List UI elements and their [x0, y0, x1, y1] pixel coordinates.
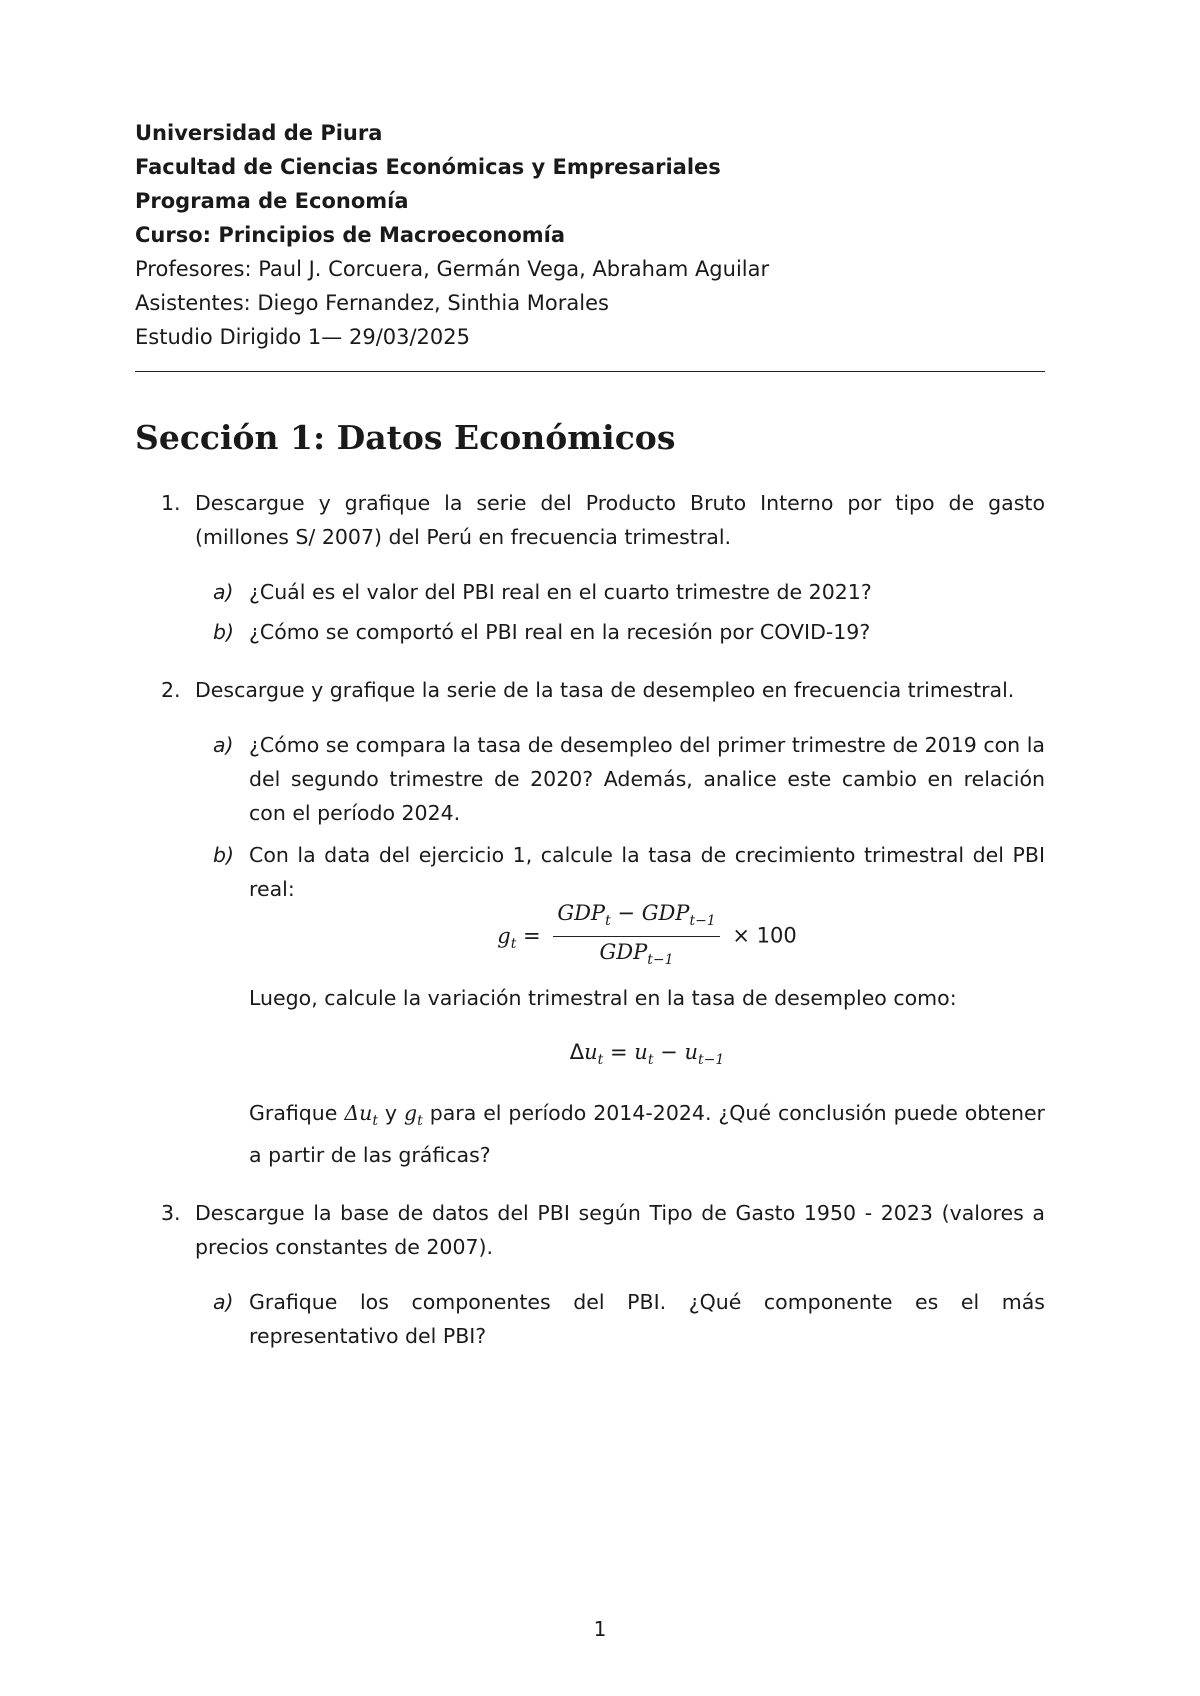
exercise-item-3 [135, 1196, 1045, 1353]
subquestion-text: ¿Cuál es el valor del PBI real en el cuarto trimestre de 2021? [249, 580, 872, 604]
subquestion-label: b) [213, 843, 235, 867]
fraction-numerator: $GDP_t - GDP_{t-1}$ [553, 900, 719, 937]
formula-lhs: $g_t$ [497, 923, 517, 952]
faculty-name: Facultad de Ciencias Económicas y Empresariales [135, 155, 721, 179]
subquestion-1a [195, 575, 1045, 609]
exercise-number: 2. [161, 678, 181, 702]
section-title: Sección 1: Datos Económicos [135, 418, 676, 457]
subquestion-label: a) [213, 1289, 234, 1314]
assignment-line: Estudio Dirigido 1— 29/03/2025 [135, 325, 471, 349]
subquestion-text: Grafique los componentes del PBI. ¿Qué componente es el más representativo del PBI? [249, 1289, 1045, 1348]
exercise-list [135, 486, 1045, 1353]
exercise-number: 1. [161, 491, 181, 515]
growth-rate-formula [249, 900, 1045, 973]
formula-equals: = [523, 923, 541, 948]
subquestion-text: ¿Cómo se compara la tasa de desempleo del primer trimestre de 2019 con la del segundo trimestre de 2020? Además, analice este cambio en relación con el período 2024. [249, 733, 1045, 825]
subquestion-2a [195, 728, 1045, 830]
exercise-text: Descargue y grafique la serie de la tasa de desempleo en frecuencia trimestral. [195, 678, 1015, 702]
fraction-denominator: $GDP_{t-1}$ [599, 940, 674, 969]
exercise-item-1 [135, 486, 1045, 649]
professors-line: Profesores: Paul J. Corcuera, Germán Vega, Abraham Aguilar [135, 257, 770, 281]
page-number: 1 [593, 1617, 607, 1641]
university-name: Universidad de Piura [135, 121, 383, 145]
header-divider [135, 371, 1045, 372]
subquestion-2b [195, 838, 1045, 1172]
document-header [135, 116, 1045, 354]
subquestion-text-final: Grafique $\Delta u_t$ y $g_t$ para el período 2014-2024. ¿Qué conclusión puede obtener a partir de las gráficas? [249, 1100, 1045, 1167]
subquestion-text: Con la data del ejercicio 1, calcule la tasa de crecimiento trimestral del PBI real: [249, 843, 1045, 901]
unemployment-change-formula: $\Delta u_t = u_t - u_{t-1}$ [569, 1040, 725, 1069]
program-name: Programa de Economía [135, 189, 409, 213]
formula-fraction [553, 900, 719, 973]
subquestion-text-continued: Luego, calcule la variación trimestral en la tasa de desempleo como: [249, 986, 957, 1011]
course-name: Curso: Principios de Macroeconomía [135, 223, 565, 247]
subquestion-label: a) [213, 580, 234, 604]
subquestion-label: a) [213, 733, 234, 757]
exercise-number: 3. [161, 1200, 181, 1225]
subquestion-label: b) [213, 620, 235, 644]
exercise-text: Descargue la base de datos del PBI según Tipo de Gasto 1950 - 2023 (valores a precios constantes de 2007). [195, 1200, 1045, 1259]
subquestion-3a [195, 1285, 1045, 1353]
subquestion-text: ¿Cómo se comportó el PBI real en la recesión por COVID-19? [249, 620, 871, 644]
formula-times-100: × 100 [732, 923, 797, 948]
exercise-text: Descargue y grafique la serie del Producto Bruto Interno por tipo de gasto (millones S/ 2007) del Perú en frecuencia trimestral. [195, 491, 1045, 549]
exercise-item-2 [135, 673, 1045, 1172]
subquestion-1b [195, 615, 1045, 649]
assistants-line: Asistentes: Diego Fernandez, Sinthia Morales [135, 291, 609, 315]
